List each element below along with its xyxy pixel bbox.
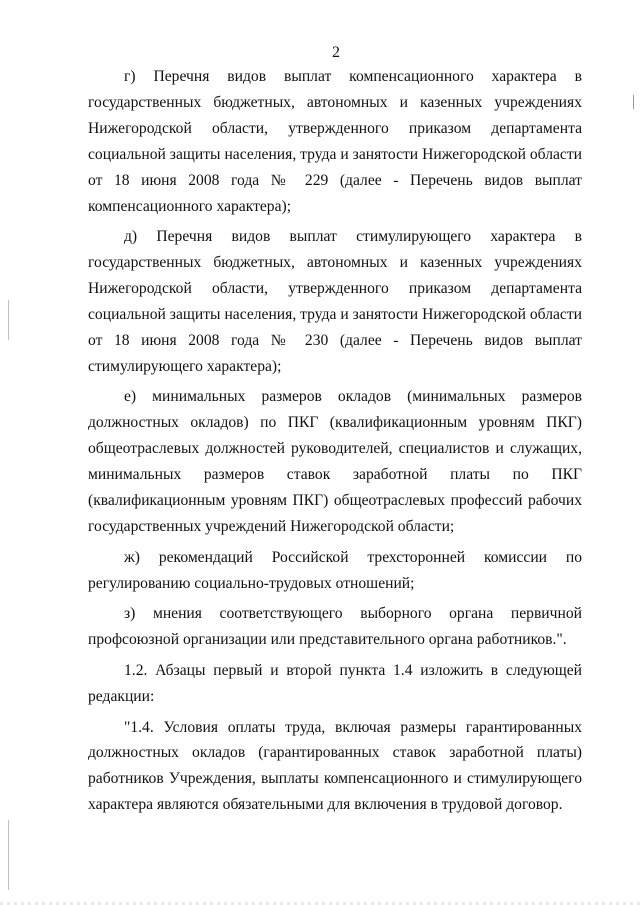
text-line: стимулирующего характера); — [88, 357, 282, 375]
page-number: 2 — [332, 44, 340, 61]
text-line: ж) рекомендаций Российской трехсторонней комиссии по — [124, 548, 582, 566]
text-line: "1.4. Условия оплаты труда, включая размеры гарантированных — [124, 718, 582, 736]
text-line: должностных окладов (гарантированных ставок заработной платы) — [88, 744, 582, 762]
text-line: общеотраслевых должностей руководителей, специалистов и служащих, — [88, 440, 582, 458]
text-line: государственных бюджетных, автономных и казенных учреждениях — [88, 254, 582, 272]
text-line: социальной защиты населения, труда и занятости Нижегородской области — [88, 145, 582, 163]
paragraph-point-1-4 — [88, 715, 582, 819]
text-line: работников Учреждения, выплаты компенсационного и стимулирующего — [88, 770, 582, 788]
paragraph-point-1-2 — [88, 658, 582, 710]
text-line: компенсационного характера); — [88, 197, 292, 215]
text-line: государственных учреждений Нижегородской области; — [88, 518, 455, 535]
text-line: социальной защиты населения, труда и занятости Нижегородской области — [88, 305, 582, 323]
text-line: Нижегородской области, утвержденного приказом департамента — [88, 119, 582, 137]
document-body — [88, 64, 582, 823]
scan-margin-mark — [8, 300, 9, 340]
paragraph-item-g — [88, 64, 582, 219]
paragraph-item-e — [88, 384, 582, 539]
text-line: государственных бюджетных, автономных и казенных учреждениях — [88, 93, 582, 111]
text-line: д) Перечня видов выплат стимулирующего характера в — [124, 228, 582, 246]
text-line: (квалификационным уровням ПКГ) общеотраслевых профессий рабочих — [88, 492, 582, 510]
text-line: профсоюзной организации или представительного органа работников.". — [88, 631, 567, 649]
text-line: з) мнения соответствующего выборного органа первичной — [124, 605, 582, 623]
paragraph-item-z — [88, 601, 582, 653]
paragraph-item-zh — [88, 545, 582, 597]
paragraph-item-d — [88, 224, 582, 379]
scan-edge-mark — [633, 95, 634, 109]
text-line: 1.2. Абзацы первый и второй пункта 1.4 изложить в следующей — [124, 661, 582, 679]
text-line: от 18 июня 2008 года № 229 (далее - Перечень видов выплат — [88, 171, 582, 189]
text-line: минимальных размеров ставок заработной платы по ПКГ — [88, 466, 582, 484]
text-line: характера являются обязательными для включения в трудовой договор. — [88, 796, 563, 814]
text-line: Нижегородской области, утвержденного приказом департамента — [88, 280, 582, 298]
text-line: от 18 июня 2008 года № 230 (далее - Перечень видов выплат — [88, 331, 582, 349]
text-line: г) Перечня видов выплат компенсационного характера в — [124, 68, 582, 85]
text-line: е) минимальных размеров окладов (минимальных размеров — [124, 388, 582, 406]
text-line: регулированию социально-трудовых отношений; — [88, 574, 415, 592]
text-line: редакции: — [88, 687, 155, 705]
scan-margin-mark — [8, 820, 9, 890]
text-line: должностных окладов) по ПКГ (квалификационным уровням ПКГ) — [88, 414, 582, 432]
